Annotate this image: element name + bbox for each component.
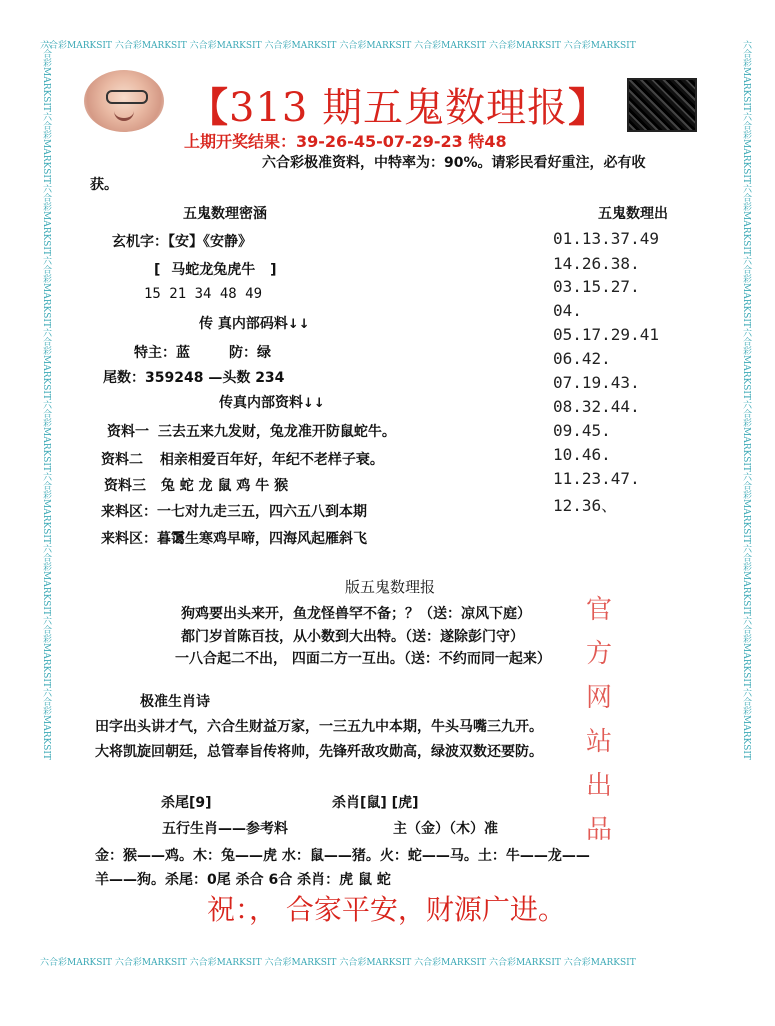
watermark-text: 六合彩MARKSIT: [41, 615, 51, 688]
data2-label: 资料二: [101, 452, 143, 468]
left-watermark-border: [40, 40, 54, 970]
down-arrow-icon: ↓: [303, 396, 314, 411]
data3-label: 资料三: [104, 478, 146, 494]
source2-text: 暮霭生寒鸡早啼，四海风起雁斜飞: [157, 531, 367, 547]
mystery-label: 玄机字：【安】《安静》: [112, 234, 252, 250]
number-row: 08.32.44.: [553, 397, 640, 416]
number-row: 11.23.47.: [553, 469, 640, 488]
kill-zodiac: 杀肖[鼠] [虎]: [332, 795, 419, 811]
number-row: 09.45.: [553, 421, 611, 440]
description-line-2: 获。: [90, 177, 118, 193]
seal-char: 网: [586, 683, 613, 713]
avatar: [84, 70, 164, 132]
number-row: 07.19.43.: [553, 373, 640, 392]
title-text: 313 期五鬼数理报: [229, 85, 569, 131]
elements-line-2: 羊——狗。杀尾：0尾 杀合 6合 杀肖：虎 鼠 蛇: [95, 872, 391, 888]
right-watermark-border: [740, 40, 754, 970]
watermark-text: 六合彩MARKSIT: [414, 41, 487, 51]
blessing: 祝：， 合家平安，财源广进。: [207, 893, 566, 926]
watermark-text: 六合彩MARKSIT: [41, 183, 51, 256]
right-heading: 五鬼数理出: [598, 206, 668, 222]
left-numbers: 15 21 34 48 49: [144, 286, 263, 302]
qr-side-decoration-left: [616, 80, 626, 124]
watermark-text: 六合彩MARKSIT: [741, 399, 751, 472]
watermark-text: 六合彩MARKSIT: [488, 958, 561, 968]
watermark-text: 六合彩MARKSIT: [414, 958, 487, 968]
number-row: 04.: [553, 301, 582, 320]
data-row-2: [101, 449, 384, 469]
middle-line-2: 都门岁首陈百技，从小数到大出特。（送：遂除彭门守）: [181, 629, 524, 645]
down-arrow-icon: ↓: [298, 317, 310, 332]
fax-text-1: 传 真内部码料: [199, 316, 288, 332]
source-row-1: [101, 501, 367, 521]
seal-char: 站: [586, 727, 613, 757]
watermark-text: 六合彩MARKSIT: [741, 183, 751, 256]
watermark-text: 六合彩MARKSIT: [41, 471, 51, 544]
seal-char: 官: [586, 595, 613, 625]
poem-line-1: 田字出头讲才气，六合生财益万家，一三五九中本期，牛头马嘴三九开。: [95, 719, 543, 735]
watermark-text: 六合彩MARKSIT: [563, 958, 636, 968]
middle-line-3: 一八合起二不出， 四面二方一互出。（送：不约而同一起来）: [175, 651, 551, 667]
poem-heading: 极准生肖诗: [140, 694, 210, 710]
glasses-shape: [106, 90, 148, 104]
source-row-2: [101, 528, 367, 548]
watermark-text: 六合彩MARKSIT: [339, 958, 412, 968]
title-bracket-left: 【: [188, 84, 229, 131]
number-row: 14.26.38.: [553, 254, 640, 273]
special-color: 特主：蓝: [134, 345, 190, 361]
seal-char: 出: [586, 771, 613, 801]
data2-text: 相亲相爱百年好，年纪不老样子衰。: [159, 452, 384, 468]
red-seal-stamp: [586, 588, 616, 852]
down-arrow-icon: ↓: [287, 317, 299, 332]
down-arrow-icon: ↓: [313, 396, 325, 411]
data-row-3: [104, 475, 288, 495]
watermark-text: 六合彩MARKSIT: [41, 327, 51, 400]
zodiac-list: 马蛇龙兔虎牛: [171, 262, 256, 278]
watermark-text: 六合彩MARKSIT: [488, 41, 561, 51]
number-row: 05.17.29.41: [553, 325, 659, 344]
watermark-text: 六合彩MARKSIT: [40, 958, 112, 968]
left-heading: 五鬼数理密涵: [183, 206, 267, 222]
top-watermark-border: [40, 38, 755, 52]
tail-numbers: 尾数：359248 —头数 234: [103, 370, 285, 386]
data-row-1: [107, 421, 396, 441]
data1-text: 三去五来九发财，兔龙准开防鼠蛇牛。: [157, 424, 396, 440]
page-title: [188, 76, 609, 133]
middle-line-1: 狗鸡要出头来开，鱼龙怪兽罕不备；？（送：凉风下庭）: [181, 606, 531, 622]
watermark-text: 六合彩MARKSIT: [189, 41, 262, 51]
main-elements: 主（金）（木）准: [393, 821, 498, 837]
description-line-1: 六合彩极准资料，中特率为：90%。请彩民看好重注，必有收: [262, 155, 646, 171]
bottom-watermark-border: [40, 955, 755, 969]
fax-line-1: [199, 313, 310, 333]
poem-line-2: 大将凯旋回朝廷，总管奉旨传将帅，先锋歼敌攻勋高，绿波双数还要防。: [95, 744, 543, 760]
zodiac-bracket-open: [: [154, 262, 161, 278]
zodiac-list-row: [154, 259, 277, 279]
watermark-text: 六合彩MARKSIT: [264, 41, 337, 51]
source2-label: 来料区：: [101, 531, 157, 547]
watermark-text: 六合彩MARKSIT: [40, 41, 112, 51]
watermark-text: 六合彩MARKSIT: [114, 958, 187, 968]
watermark-text: 六合彩MARKSIT: [189, 958, 262, 968]
fax-line-2: [219, 392, 325, 412]
watermark-text: 六合彩MARKSIT: [41, 543, 51, 616]
number-row: 12.36、: [553, 496, 618, 515]
watermark-text: 六合彩MARKSIT: [339, 41, 412, 51]
fax-text-2: 传真内部资料: [219, 395, 303, 411]
watermark-text: 六合彩MARKSIT: [41, 111, 51, 184]
watermark-text: 六合彩MARKSIT: [741, 543, 751, 616]
number-row: 01.13.37.49: [553, 229, 659, 248]
watermark-text: 六合彩MARKSIT: [741, 111, 751, 184]
watermark-text: 六合彩MARKSIT: [741, 687, 751, 760]
number-row: 03.15.27.: [553, 277, 640, 296]
elements-line-1: 金：猴——鸡。木：兔——虎 水：鼠——猪。火：蛇——马。土：牛——龙——: [95, 848, 590, 864]
five-elements-heading: 五行生肖——参考料: [162, 821, 288, 837]
watermark-text: 六合彩MARKSIT: [741, 327, 751, 400]
source1-label: 来料区：: [101, 504, 157, 520]
middle-heading: 版五鬼数理报: [345, 578, 436, 596]
title-bracket-right: 】: [568, 84, 610, 131]
watermark-text: 六合彩MARKSIT: [741, 255, 751, 328]
last-result: 上期开奖结果：39-26-45-07-29-23 特48: [184, 132, 507, 151]
mouth-shape: [114, 110, 134, 121]
source1-text: 一七对九走三五，四六五八到本期: [157, 504, 367, 520]
watermark-text: 六合彩MARKSIT: [741, 615, 751, 688]
data3-text: 兔 蛇 龙 鼠 鸡 牛 猴: [160, 478, 289, 494]
kill-tail: 杀尾[9]: [161, 795, 212, 811]
qr-side-decoration-right: [700, 80, 710, 124]
watermark-text: 六合彩MARKSIT: [114, 41, 187, 51]
watermark-text: 六合彩MARKSIT: [41, 255, 51, 328]
watermark-text: 六合彩MARKSIT: [41, 40, 51, 112]
watermark-text: 六合彩MARKSIT: [741, 471, 751, 544]
watermark-text: 六合彩MARKSIT: [563, 41, 636, 51]
data1-label: 资料一: [107, 424, 149, 440]
zodiac-bracket-close: ]: [270, 262, 277, 278]
number-row: 10.46.: [553, 445, 611, 464]
number-row: 06.42.: [553, 349, 611, 368]
watermark-text: 六合彩MARKSIT: [264, 958, 337, 968]
watermark-text: 六合彩MARKSIT: [741, 40, 751, 112]
seal-char: 方: [586, 639, 613, 669]
watermark-text: 六合彩MARKSIT: [41, 687, 51, 760]
defend-color: 防：绿: [229, 345, 271, 361]
qr-code-image: [627, 78, 697, 132]
watermark-text: 六合彩MARKSIT: [41, 399, 51, 472]
seal-char: 品: [586, 815, 613, 845]
